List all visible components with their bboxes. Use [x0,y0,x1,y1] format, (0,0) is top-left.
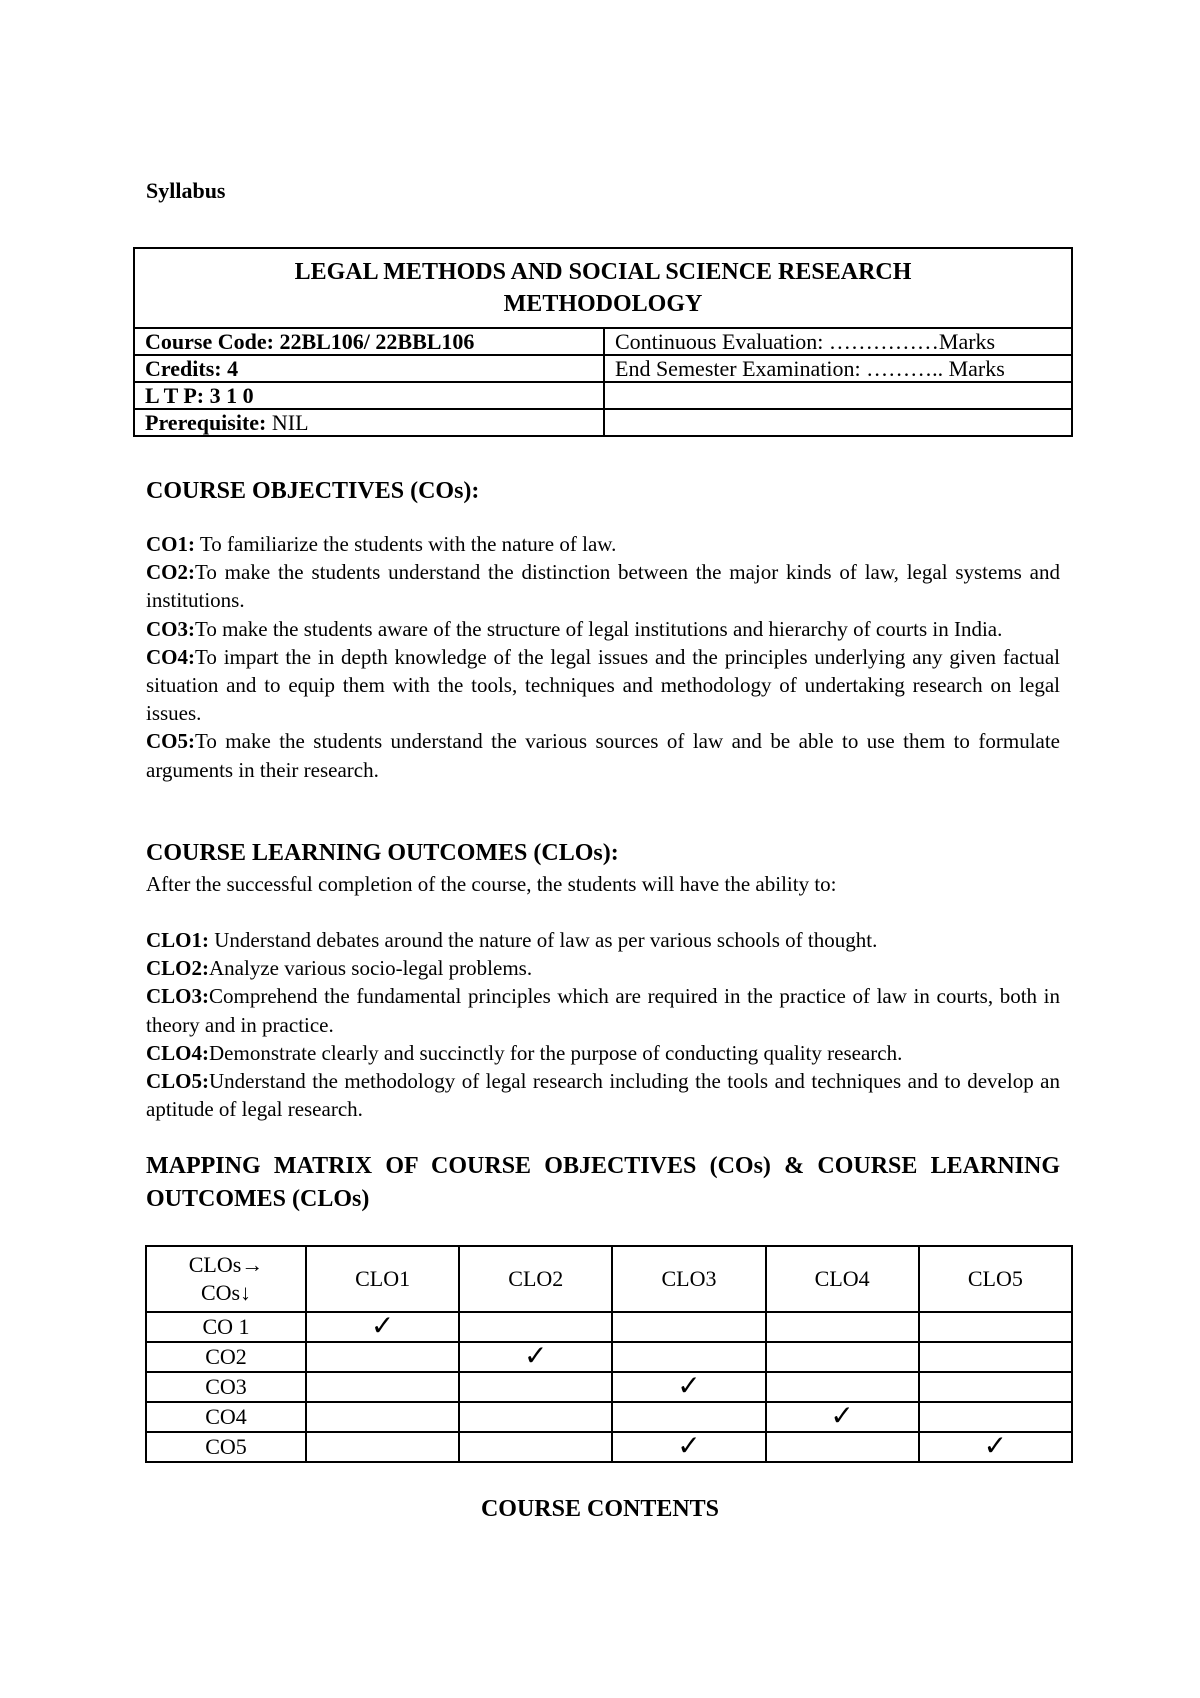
matrix-cell [919,1312,1072,1342]
outcome-item [146,982,1060,1038]
matrix-row [146,1402,1072,1432]
prerequisite-label: Prerequisite: [145,410,272,435]
matrix-cell [612,1429,765,1462]
mapping-matrix-table [145,1245,1073,1463]
outcome-text: Comprehend the fundamental principles which are required in the practice of law in courts, both in theory and in practice. [146,984,1060,1037]
outcomes-heading: COURSE LEARNING OUTCOMES (CLOs): [146,840,619,866]
objective-item [146,643,1060,728]
matrix-row-label: CO3 [146,1372,306,1402]
course-title-line-1: LEGAL METHODS AND SOCIAL SCIENCE RESEARCH [294,259,912,285]
matrix-cell [459,1402,612,1432]
column-header-clo4: CLO4 [766,1246,919,1312]
prerequisite-cell [134,409,604,436]
matrix-cell [459,1339,612,1372]
outcome-item [146,1067,1060,1123]
objective-label: CO1: [146,532,195,556]
column-header-clo1: CLO1 [306,1246,459,1312]
matrix-row [146,1432,1072,1462]
outcome-label: CLO1: [146,928,209,952]
matrix-cell [612,1342,765,1372]
matrix-cell [919,1429,1072,1462]
objective-label: CO5: [146,729,195,754]
credits-value: 4 [227,356,239,381]
objective-text: To make the students aware of the structure of legal institutions and hierarchy of courts in India. [195,616,1003,641]
outcome-label: CLO3: [146,984,209,1009]
credits-cell [134,355,604,382]
course-contents-heading: COURSE CONTENTS [480,1496,720,1522]
matrix-row-label: CO4 [146,1402,306,1432]
outcome-item [146,954,1060,982]
objective-item [146,727,1060,783]
syllabus-label: Syllabus [146,178,226,203]
outcome-text: Demonstrate clearly and succinctly for the purpose of conducting quality research. [209,1040,903,1065]
matrix-cell [919,1372,1072,1402]
objectives-heading: COURSE OBJECTIVES (COs): [146,478,480,504]
matrix-cell [306,1342,459,1372]
matrix-cell [766,1312,919,1342]
objective-text: To familiarize the students with the nature of law. [195,532,617,556]
course-code-value: 22BL106/ 22BBL106 [279,329,475,354]
outcome-label: CLO4: [146,1040,209,1065]
outcome-label: CLO2: [146,956,209,981]
checkmark-icon: ✓ [983,1429,1008,1462]
matrix-cell [612,1369,765,1402]
column-header-clo5: CLO5 [919,1246,1072,1312]
empty-cell-ltp [604,382,1072,409]
credits-label: Credits: [145,356,228,381]
outcome-item [146,1039,1060,1067]
checkmark-icon: ✓ [830,1399,854,1432]
course-info-table [133,247,1073,437]
objective-text: To make the students understand the various sources of law and be able to use them to formulate arguments in their research. [146,729,1060,782]
objective-item [146,615,1060,643]
objectives-list [146,530,1060,784]
checkmark-icon: ✓ [524,1339,548,1372]
course-code-label: Course Code: [145,329,280,354]
matrix-cell [306,1372,459,1402]
objective-text: To make the students understand the distinction between the major kinds of law, legal systems and institutions. [146,560,1060,613]
matrix-cell [919,1402,1072,1432]
matrix-header-row [146,1246,1072,1312]
matrix-corner-cell [146,1246,306,1312]
matrix-cell [459,1372,612,1402]
matrix-cell [766,1432,919,1462]
empty-cell-prerequisite [604,409,1072,436]
ltp-cell [134,382,604,409]
mapping-heading: MAPPING MATRIX OF COURSE OBJECTIVES (COs) & COURSE LEARNING OUTCOMES (CLOs) [146,1153,1060,1212]
outcomes-list [146,926,1060,1123]
corner-cos-label: COs↓ [200,1280,252,1305]
matrix-row [146,1372,1072,1402]
matrix-cell [766,1372,919,1402]
column-header-clo2: CLO2 [459,1246,612,1312]
column-header-clo3: CLO3 [612,1246,765,1312]
matrix-cell [459,1432,612,1462]
matrix-row-label: CO5 [146,1432,306,1462]
course-title-line-2: METHODOLOGY [503,291,703,317]
prerequisite-value: NIL [271,410,309,435]
outcome-text: Understand the methodology of legal research including the tools and techniques and to develop an aptitude of legal research. [146,1069,1060,1122]
checkmark-icon: ✓ [677,1369,701,1402]
matrix-cell [766,1399,919,1432]
matrix-row-label: CO2 [146,1342,306,1372]
objective-item [146,558,1060,614]
end-semester-cell: End Semester Examination: ……….. Marks [604,355,1072,382]
objective-item [146,530,1060,558]
outcome-text: Analyze various socio-legal problems. [209,956,533,981]
matrix-cell [306,1309,459,1342]
objective-text: To impart the in depth knowledge of the legal issues and the principles underlying any given factual situation and to equip them with the tools, techniques and methodology of undertaking research on legal issues. [146,644,1060,726]
continuous-evaluation-cell: Continuous Evaluation: ……………Marks [604,328,1072,355]
outcome-text: Understand debates around the nature of law as per various schools of thought. [209,928,878,952]
matrix-cell [306,1432,459,1462]
objective-label: CO2: [146,560,195,585]
matrix-body [146,1309,1072,1462]
outcome-label: CLO5: [146,1069,209,1094]
matrix-cell [919,1342,1072,1372]
matrix-row-label: CO 1 [146,1312,306,1342]
ltp-label: L T P: [145,383,210,408]
checkmark-icon: ✓ [677,1429,701,1462]
matrix-cell [612,1312,765,1342]
ltp-value: 3 1 0 [209,383,254,408]
matrix-cell [766,1342,919,1372]
matrix-row [146,1312,1072,1342]
matrix-cell [612,1402,765,1432]
outcome-item [146,926,1060,954]
matrix-row [146,1342,1072,1372]
checkmark-icon: ✓ [370,1309,395,1342]
course-title [134,248,1072,328]
matrix-cell [459,1312,612,1342]
objective-label: CO3: [146,616,195,641]
objective-label: CO4: [146,644,195,669]
course-code-cell [134,328,604,355]
outcomes-intro: After the successful completion of the course, the students will have the ability to: [146,872,837,896]
matrix-cell [306,1402,459,1432]
corner-clos-label: CLOs→ [188,1252,264,1277]
